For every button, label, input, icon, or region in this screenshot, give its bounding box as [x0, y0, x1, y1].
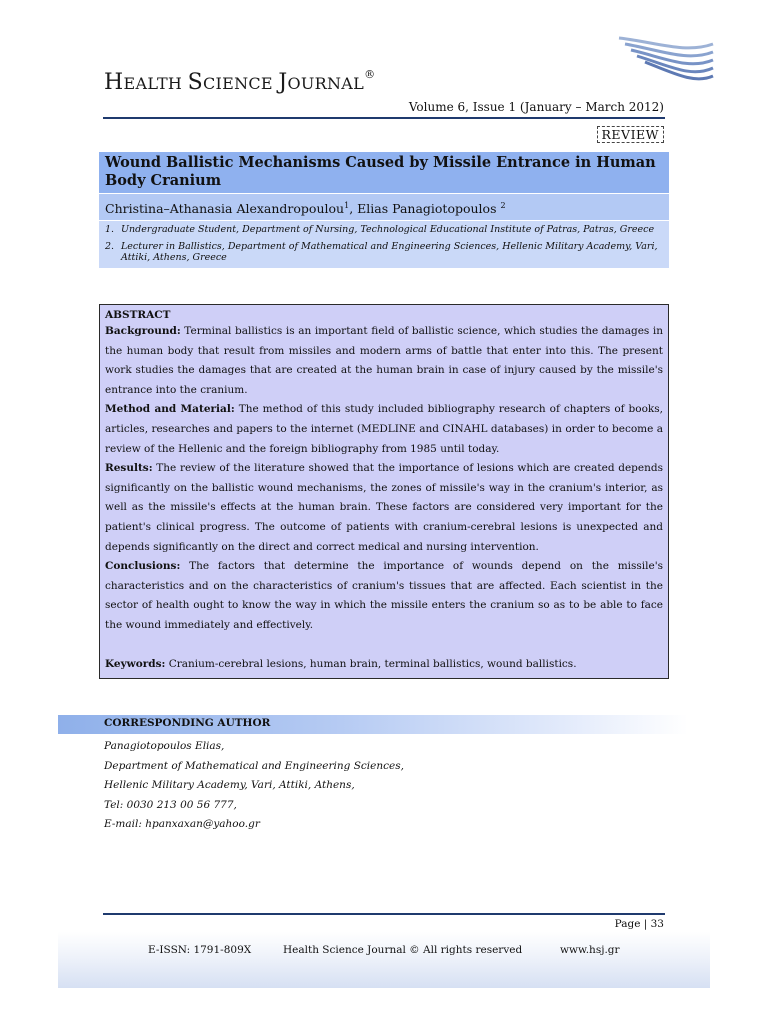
affiliation-item [105, 241, 663, 264]
footer-divider [103, 913, 665, 915]
abstract-box [99, 304, 669, 679]
article-title: Wound Ballistic Mechanisms Caused by Missile Entrance in Human Body Cranium [99, 152, 669, 193]
footer-band [58, 932, 710, 988]
affiliation-text: Undergraduate Student, Department of Nursing, Technological Educational Institute of Patras, Patras, Greece [121, 224, 655, 236]
abstract-paragraph-results: Results: The review of the literature showed that the importance of lesions which are created depends significantly on the ballistic wound mechanisms, the zones of missile's way in the cranium's interior, as well as the missile's effects at the human brain. These factors are considered very important for the patient's clinical progress. The outcome of patients with cranium-cerebral lesions is unexpected and depends significantly on the direct and correct medical and nursing intervention. [105, 462, 663, 553]
author-name: Elias Panagiotopoulos [357, 201, 501, 217]
volume-issue-line: Volume 6, Issue 1 (January – March 2012) [408, 100, 664, 114]
keywords: Keywords: Cranium-cerebral lesions, human brain, terminal ballistics, wound ballistics. [105, 657, 577, 670]
affiliation-text: Lecturer in Ballistics, Department of Mathematical and Engineering Sciences, Hellenic Military Academy, Vari, Attiki, Athens, Greece [121, 240, 658, 264]
abstract-paragraph-conclusions: Conclusions: The factors that determine the importance of wounds depend on the missile's characteristics and on the characteristics of cranium's tissues that are affected. Each scientist in the sector of health ought to know the way in which the missile enters the cranium so as to be able to face the wound immediately and effectively. [105, 560, 663, 631]
ca-name: Panagiotopoulos Elias, [104, 740, 225, 752]
author-list: Christina–Athanasia Alexandropoulou$^1$, Elias Panagiotopoulos $^2$ [99, 194, 669, 220]
article-type-badge: REVIEW [597, 126, 664, 143]
affiliation-number: 1. [105, 224, 115, 236]
corresponding-author-heading: CORRESPONDING AUTHOR [104, 717, 271, 729]
abstract-heading: ABSTRACT [105, 309, 171, 321]
journal-swoosh-logo-icon [615, 36, 715, 84]
page-number: Page | 33 [614, 918, 664, 930]
journal-title: HEALTH SCIENCE JOURNAL® [104, 68, 376, 95]
footer-website-link[interactable]: www.hsj.gr [560, 944, 620, 956]
affiliation-number: 2. [105, 240, 115, 252]
footer-copyright: Health Science Journal © All rights reserved [283, 944, 523, 956]
ca-phone: Tel: 0030 213 00 56 777, [104, 798, 237, 811]
affiliation-item [105, 224, 663, 236]
article-title-block [99, 152, 669, 268]
ca-department: Department of Mathematical and Engineering Sciences, [104, 759, 404, 772]
author-name: Christina–Athanasia Alexandropoulou [105, 201, 345, 217]
affiliation-list [99, 221, 669, 268]
ca-institution: Hellenic Military Academy, Vari, Attiki, Athens, [104, 779, 355, 791]
author-affiliation-mark: 1 [344, 201, 350, 210]
abstract-paragraph-background: Background: Terminal ballistics is an important field of ballistic science, which studies the damages in the human body that result from missiles and modern arms of battle that enter into this. The present work studies the damages that are created at the human brain in case of injury caused by the missile's entrance into the cranium. [105, 325, 663, 396]
footer-issn: E-ISSN: 1791-809X [148, 944, 252, 956]
author-affiliation-mark: 2 [500, 201, 506, 210]
corresponding-author-details [104, 737, 404, 835]
header-divider [103, 117, 665, 119]
ca-email[interactable]: E-mail: hpanxaxan@yahoo.gr [104, 818, 260, 830]
registered-mark: ® [364, 68, 376, 81]
abstract-paragraph-method: Method and Material: The method of this study included bibliography research of chapters of books, articles, researches and papers to the internet (MEDLINE and CINAHL databases) in order to become a review of the Hellenic and the foreign bibliography from 1985 until today. [105, 403, 663, 455]
